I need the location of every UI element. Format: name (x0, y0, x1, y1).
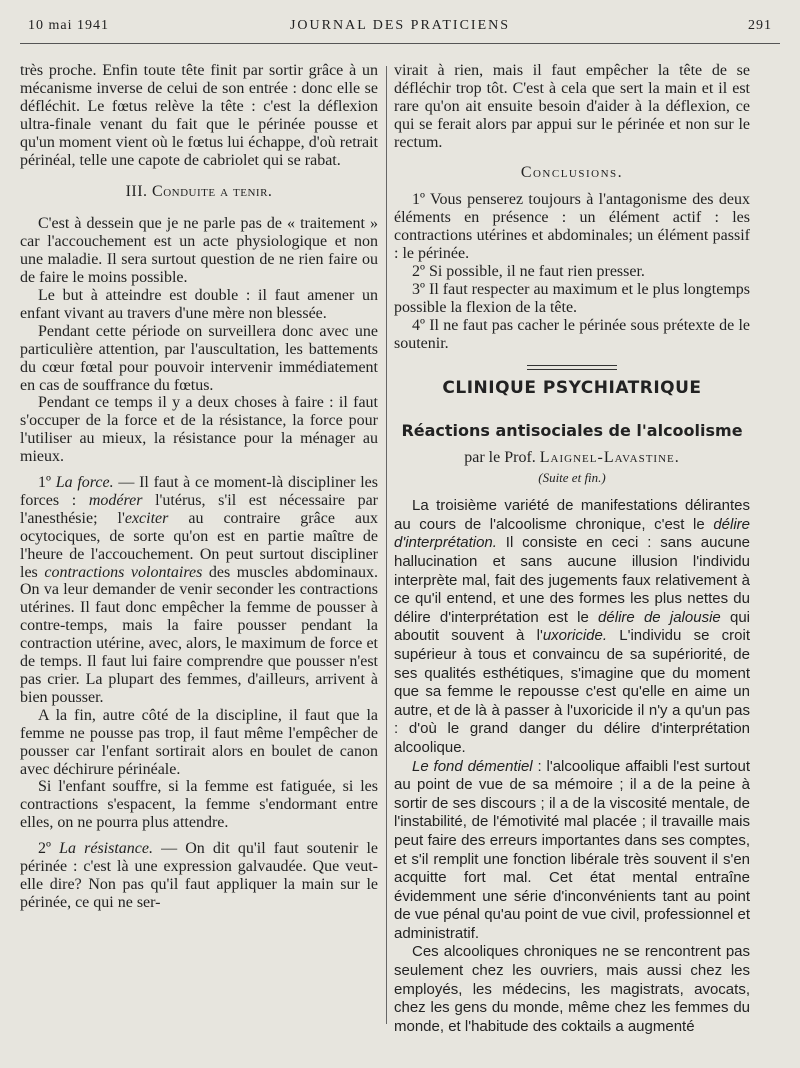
conclusions-heading: Conclusions. (520, 163, 624, 181)
conclusion-item: 4º Il ne faut pas cacher le périnée sous prétexte de le soutenir. (394, 316, 750, 352)
ornament-rule (527, 365, 617, 370)
page-number: 291 (748, 18, 772, 33)
paragraph-resistance: 2º La résistance. — On dit qu'il faut soutenir le périnée : c'est là une expression galvaudée. Que veut-elle dire? Non pas qu'il faut appliquer la main sur le périnée, ce qui ne ser- (20, 840, 379, 911)
paragraph: La troisième variété de manifestations délirantes au cours de l'alcoolisme chronique, c'est le délire d'interprétation. Il consiste en ceci : sans aucune hallucination et sans aucune illusion l'individu interprète mal, fait des jugements faux relativement à ce qu'il entend, et une des formes les plus nettes du délire d'interprétation est le délire de jalousie qui aboutit souvent à l'uxoricide. L'individu se croit supérieur à tous et convaincu de sa supériorité, de ses qualités esthétiques, s'imagine que du moment que sa femme le repousse c'est qu'elle en aime un autre, et de là à passer à l'uxoricide il n'y a qu'un pas : d'où le grand danger du délire d'interprétation alcoolique. (394, 497, 750, 756)
paragraph: C'est à dessein que je ne parle pas de « traitement » car l'accouchement est un acte physiologique et non une maladie. Il sera surtout question de ne rien faire ou de faire le moins possible. (20, 215, 378, 287)
paragraph: Ces alcooliques chroniques ne se rencontrent pas seulement chez les ouvriers, mais aussi chez les employés, les médecins, les magistrats, avocats, chez les gens du monde, même chez les femmes du monde, et l'habitude des coktails a augmenté (394, 943, 750, 1035)
paragraph: virait à rien, mais il faut empêcher la tête de se défléchir trop tôt. C'est à cela que sert la main et il est rare qu'on ait ensuite besoin d'aider à la déflexion, ce qui se ferait alors par appui sur le périnée et non sur le rectum. (394, 62, 750, 151)
conclusion-item: 3º Il faut respecter au maximum et le plus longtemps possible la flexion de la tête. (394, 280, 750, 316)
rubric-title: CLINIQUE PSYCHIATRIQUE (442, 377, 702, 398)
right-column (394, 62, 750, 1036)
header-rule (20, 43, 780, 44)
section-number: III. (125, 183, 148, 201)
column-divider (386, 66, 387, 1024)
left-column (20, 62, 378, 912)
paragraph: Pendant cette période on surveillera donc avec une particulière attention, par l'auscultation, les battements du cœur fœtal pour pouvoir intervenir immédiatement en cas de souffrance du fœtus. (20, 322, 378, 394)
paragraph: Le fond démentiel : l'alcoolique affaibli l'est surtout au point de vue de sa mémoire ; il a de la peine à sortir de ses discours ; il a de la viscosité mentale, de l'instabilité, de l'émotivité mal placée ; il travaille mais peut faire des erreurs importantes dans ses comptes, et s'il remplit une fonction libérale très souvent il s'en acquitte fort mal. Cet état mental entraîne évidemment une série d'inconvénients tant au point de vue pénal qu'au point de vue civil, professionnel et administratif. (394, 757, 750, 942)
paragraph: Si l'enfant souffre, si la femme est fatiguée, si les contractions s'espacent, la femme s'endormant entre elles, on ne pourra plus attendre. (20, 778, 378, 832)
conclusion-item: 2º Si possible, il ne faut rien presser. (412, 263, 645, 281)
author-name: Laignel-Lavastine. (539, 449, 680, 467)
paragraph: A la fin, autre côté de la discipline, il faut que la femme ne pousse pas trop, il faut même l'empêcher de pousser car l'enfant sortirait alors en boulet de canon avec déchirure périnéale. (20, 706, 378, 778)
continuation-note: (Suite et fin.) (538, 470, 606, 486)
article-title: Réactions antisociales de l'alcoolisme (401, 420, 743, 440)
running-header (28, 18, 772, 40)
issue-date: 10 mai 1941 (28, 18, 109, 33)
paragraph: Pendant ce temps il y a deux choses à faire : il faut s'occuper de la force et de la résistance, la force pour l'utiliser au mieux, la résistance pour la ménager au mieux. (20, 394, 378, 466)
paragraph-force: 1º La force. — Il faut à ce moment-là discipliner les forces : modérer l'utérus, s'il est nécessaire par l'anesthésie; l'exciter au contraire grâce aux ocytociques, de sorte qu'on est en partie maître de l'heure de l'accouchement. On peut surtout discipliner les contractions volontaires des muscles abdominaux. On va leur demander de venir seconder les contractions utérines. Il faut donc empêcher la femme de pousser à contre-temps, mais la faire pousser pendant la contraction utérine, avec, alors, le maximum de force et de temps. Il faut lui faire comprendre que pousser n'est pas crier. La plupart des femmes, d'ailleurs, arrivent à bien pousser. (20, 474, 379, 706)
section-heading (20, 183, 378, 201)
paragraph: très proche. Enfin toute tête finit par sortir grâce à un mécanisme inverse de celui de son entrée : donc elle se défléchit. Le fœtus relève la tête : c'est la déflexion ultra-finale venant du fait que le périnée pousse et qu'un moment vient où le fœtus lui échappe, d'où retrait périnéal, telle une capote de cabriolet qui se rabat. (20, 62, 378, 169)
section-title: Conduite a tenir. (152, 183, 273, 201)
journal-title: JOURNAL DES PRATICIENS (289, 18, 511, 33)
byline: par le Prof. Laignel-Lavastine. (464, 449, 680, 467)
article-body (394, 497, 750, 1036)
paragraph: Le but à atteindre est double : il faut amener un enfant vivant au travers d'une mère non blessée. (20, 286, 378, 322)
conclusion-item: 1º Vous penserez toujours à l'antagonisme des deux éléments en présence : un élément actif : les contractions utérines et abdominales; un élément passif : le périnée. (394, 191, 750, 263)
